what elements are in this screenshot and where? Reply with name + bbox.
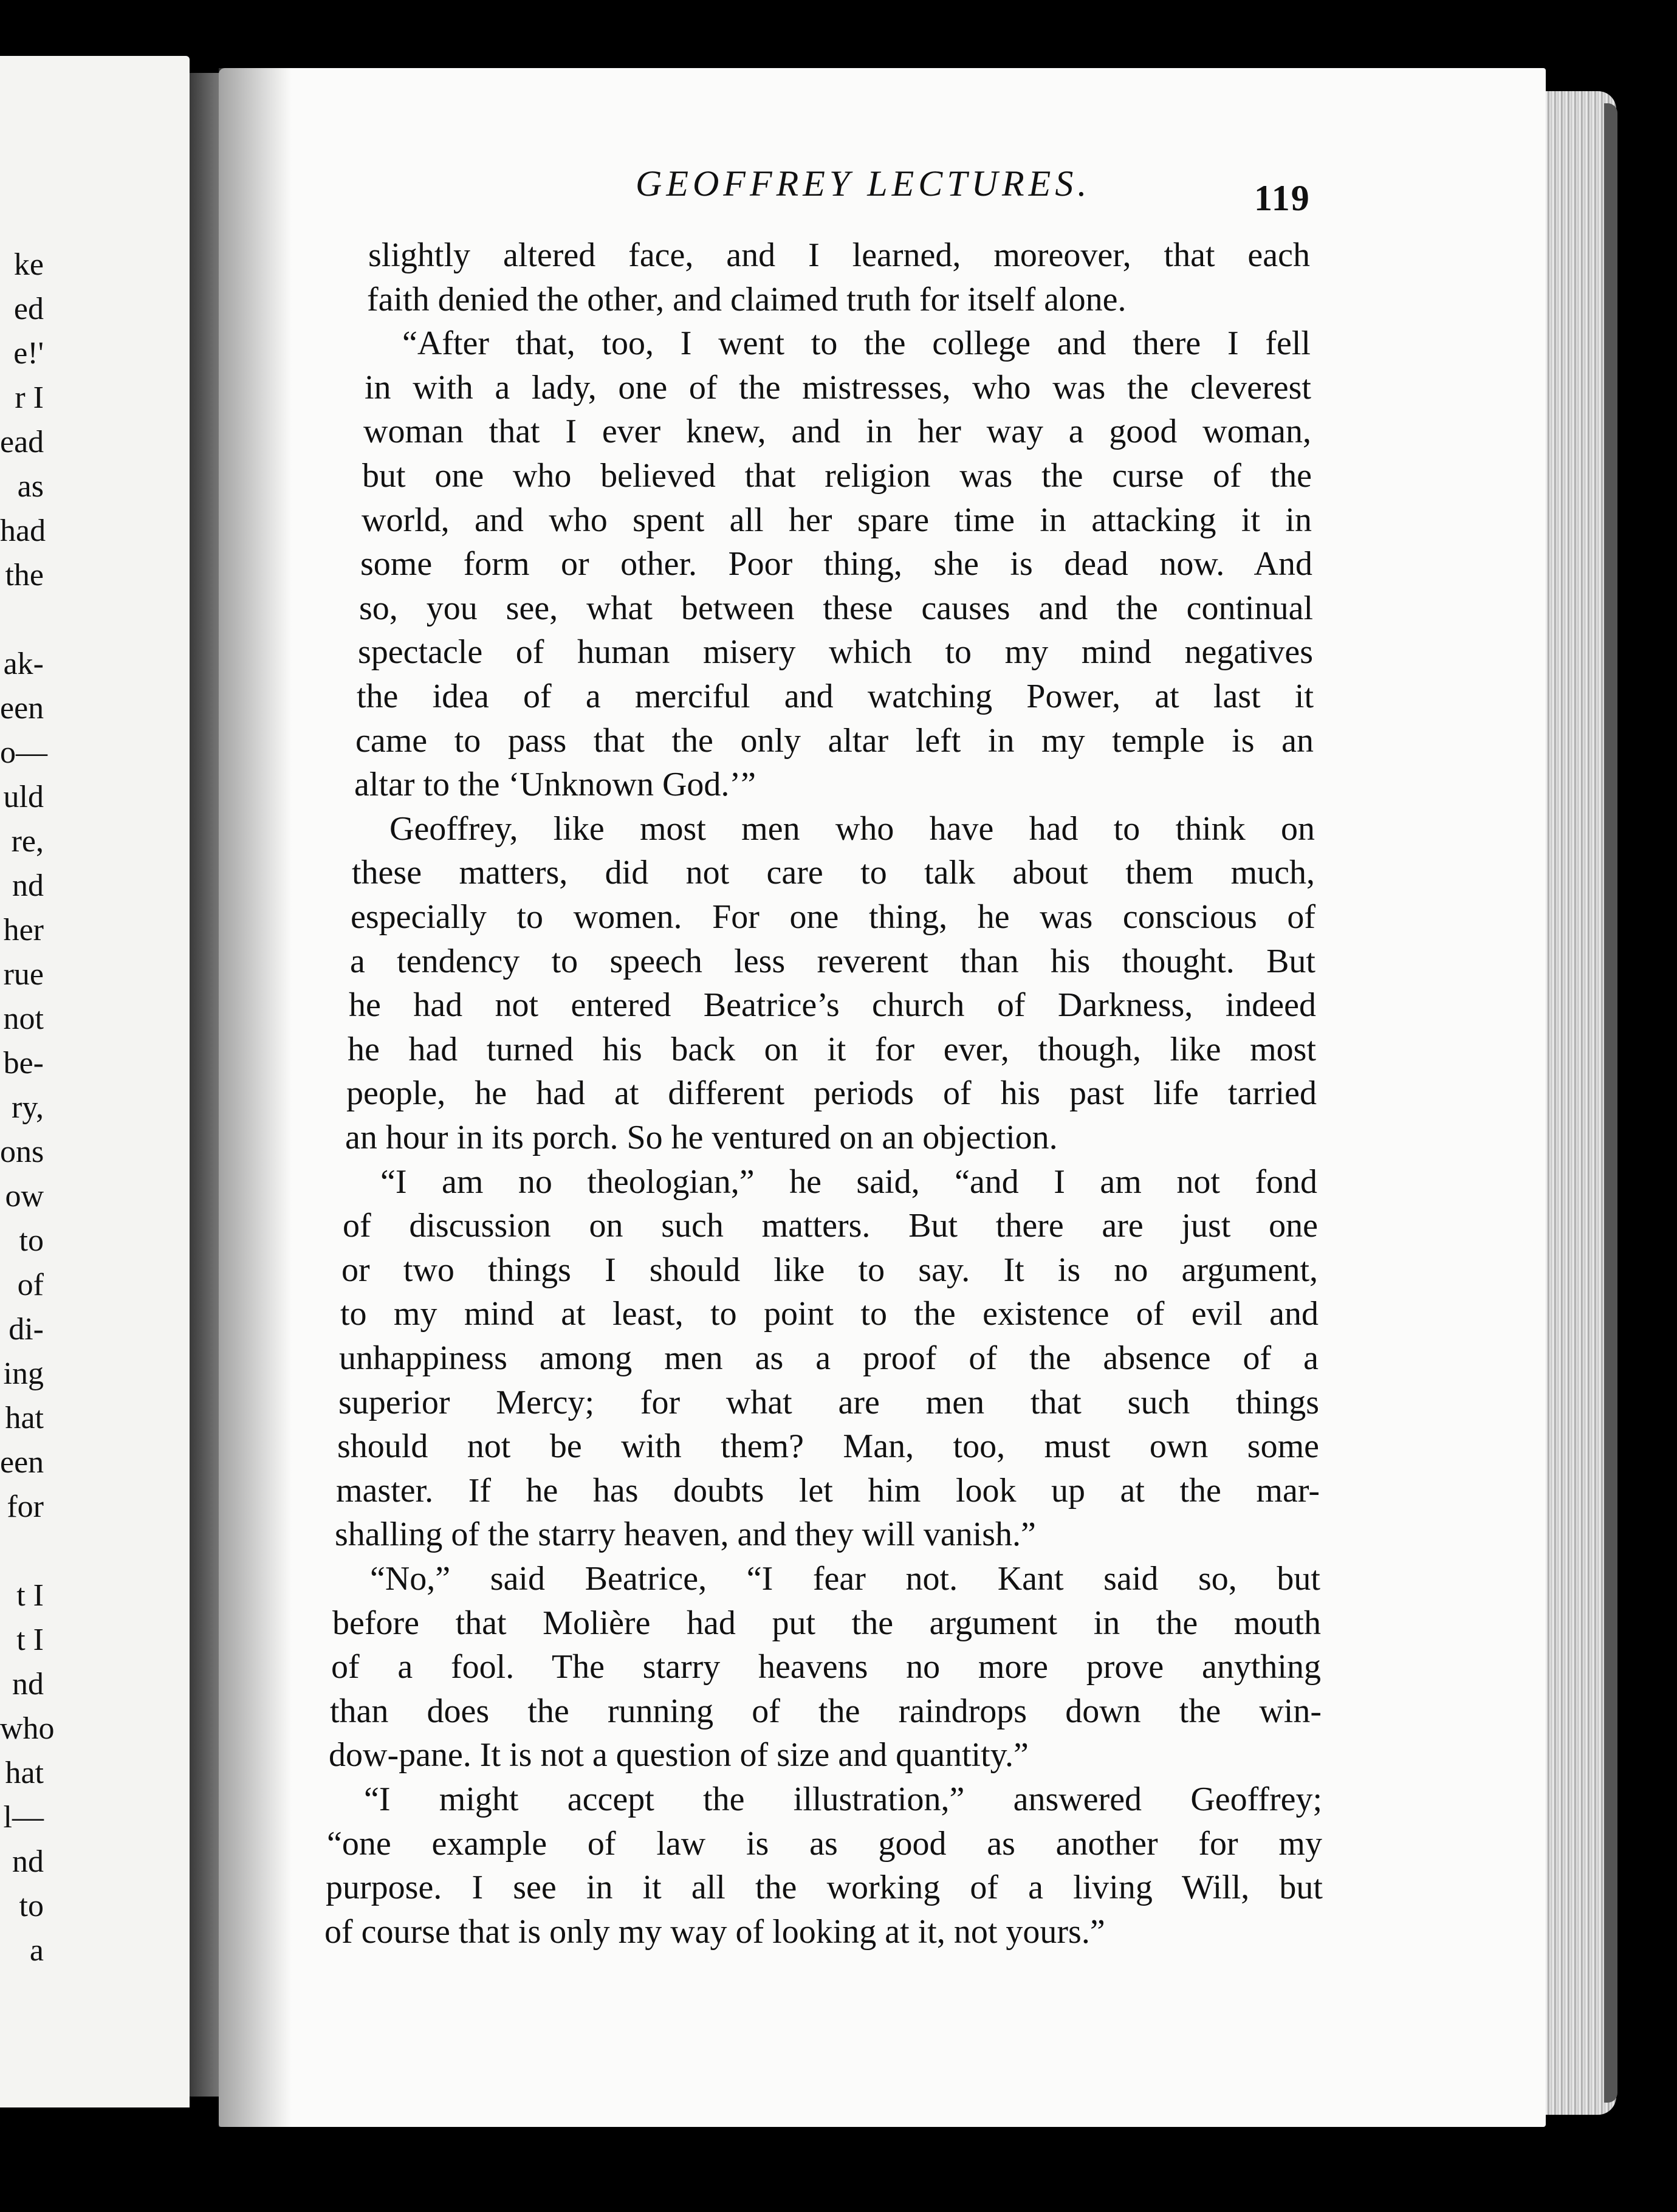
text-line: the idea of a merciful and watching Power, at last it [357,678,1314,715]
text-line: these matters, did not care to talk about them much, [352,854,1315,891]
left-page-fragment: ed [13,292,44,326]
left-page-fragment: of [17,1268,44,1302]
text-line: than does the running of the raindrops down the win- [330,1692,1322,1730]
text-line: of discussion on such matters. But there are just one [343,1207,1318,1245]
text-line: should not be with them? Man, too, must own some [337,1427,1319,1465]
left-page-fragment: o— [0,735,47,770]
left-page-fragment: who [0,1711,55,1746]
text-line: to my mind at least, to point to the existence of evil and [340,1295,1319,1333]
left-page-fragment: r I [15,380,44,415]
text-line: but one who believed that religion was the curse of the [362,457,1312,495]
text-line: an hour in its porch. So he ventured on an objection. [345,1119,1058,1156]
left-page-fragment: to [19,1223,44,1258]
left-page-fragment: nd [12,1844,44,1879]
text-line: some form or other. Poor thing, she is dead now. And [360,545,1312,583]
left-page-fragment: een [0,1445,44,1480]
left-page-fragment: her [3,913,44,947]
left-page-fragment: the [5,558,44,592]
left-page-fragment: re, [11,824,44,859]
text-line: Geoffrey, like most men who have had to think on [389,810,1315,848]
text-line: “one example of law is as good as another for my [327,1825,1322,1863]
text-line: altar to the ‘Unknown God.’” [354,766,756,803]
text-line: dow-pane. It is not a question of size and quantity.” [329,1736,1029,1774]
text-line: “I am no theologian,” he said, “and I am not fond [380,1163,1317,1201]
text-line: he had not entered Beatrice’s church of Darkness, indeed [349,986,1316,1024]
running-header: GEOFFREY LECTURES. [636,163,1091,204]
left-page-fragment: to [19,1889,44,1923]
text-line: purpose. I see in it all the working of a living Will, but [326,1869,1323,1906]
left-page-fragment: t I [16,1578,44,1613]
text-line: shalling of the starry heaven, and they will vanish.” [335,1516,1036,1553]
left-page-fragment: een [0,691,44,726]
text-line: spectacle of human misery which to my mind negatives [358,633,1313,671]
text-line: “After that, too, I went to the college and there I fell [402,325,1311,362]
left-page-fragment: hat [5,1401,44,1435]
text-line: world, and who spent all her spare time in attacking it in [362,501,1312,539]
text-line: of course that is only my way of looking at it, not yours.” [324,1913,1105,1951]
text-line: of a fool. The starry heavens no more prove anything [331,1648,1321,1686]
text-line: superior Mercy; for what are men that such things [338,1384,1319,1421]
left-page-fragment: di- [9,1312,44,1347]
left-page-fragment: rue [3,957,44,992]
text-line: woman that I ever knew, and in her way a good woman, [363,413,1311,450]
left-page-fragment: not [3,1001,44,1036]
left-page-text-fragments [0,56,182,2107]
text-line: before that Molière had put the argument in the mouth [332,1604,1321,1642]
text-line: a tendency to speech less reverent than his thought. But [350,943,1315,980]
page-edges-outline [1604,103,1617,2103]
left-page-fragment: had [0,514,46,548]
left-page-fragment: l— [3,1800,44,1835]
left-page-fragment: ow [5,1179,44,1214]
text-line: “No,” said Beatrice, “I fear not. Kant said so, but [370,1560,1320,1598]
text-line: master. If he has doubts let him look up at the mar- [336,1472,1320,1510]
left-page-fragment: e!' [13,336,44,371]
left-page-fragment: ak- [3,647,44,681]
text-line: people, he had at different periods of his past life tarried [346,1074,1317,1112]
text-line: came to pass that the only altar left in my temple is an [355,722,1314,760]
left-page-fragment: as [17,469,44,504]
text-line: faith denied the other, and claimed truth for itself alone. [367,281,1127,318]
left-page-fragment: for [7,1489,44,1524]
text-line: slightly altered face, and I learned, moreover, that each [368,236,1310,274]
text-line: unhappiness among men as a proof of the absence of a [339,1339,1319,1377]
text-line: he had turned his back on it for ever, though, like most [348,1031,1316,1068]
left-page-fragment: ons [0,1135,44,1169]
text-line: especially to women. For one thing, he was conscious of [351,898,1315,936]
left-page-fragment: ead [0,425,44,459]
left-page-fragment: t I [16,1623,44,1657]
left-page-fragment: nd [12,1667,44,1702]
text-line: in with a lady, one of the mistresses, who was the cleverest [365,369,1311,407]
page-number: 119 [1254,178,1311,218]
left-page-fragment: ke [13,247,44,282]
left-facing-page [0,56,190,2107]
text-line: so, you see, what between these causes and the continual [359,589,1313,627]
left-page-fragment: uld [3,780,44,814]
text-line: “I might accept the illustration,” answered Geoffrey; [364,1781,1322,1818]
left-page-fragment: ry, [12,1090,44,1125]
text-line: or two things I should like to say. It is no argument, [341,1251,1318,1289]
left-page-fragment: be- [3,1046,44,1080]
left-page-fragment: hat [5,1756,44,1790]
left-page-fragment: a [29,1933,44,1968]
left-page-fragment: ing [3,1356,44,1391]
left-page-fragment: nd [12,868,44,903]
